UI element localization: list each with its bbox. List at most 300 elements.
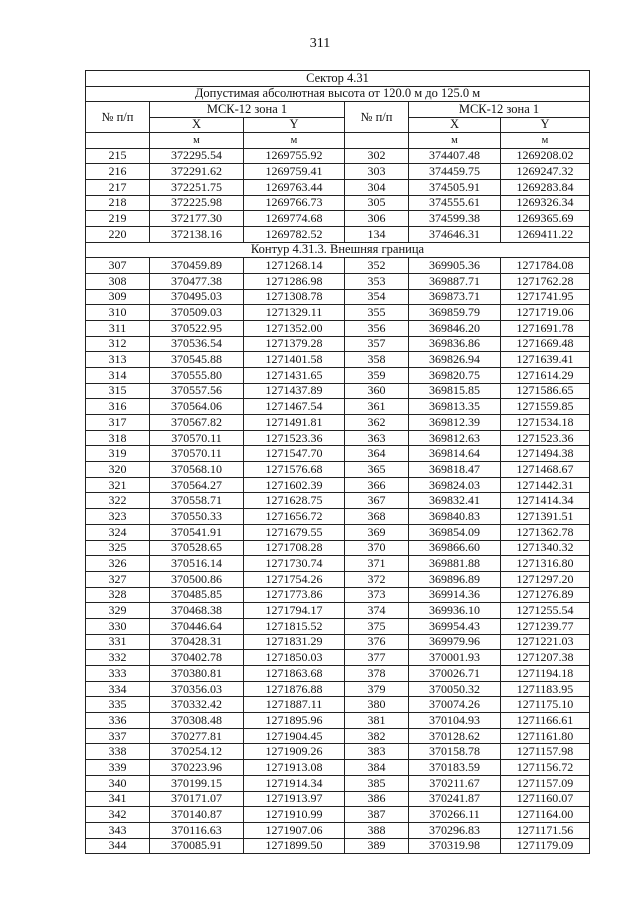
x-coordinate-right: 369905.36 (409, 258, 501, 274)
x-coordinate-left: 370428.31 (150, 634, 244, 650)
point-number-left: 334 (86, 681, 150, 697)
table-row (86, 807, 590, 823)
table-row (86, 822, 590, 838)
point-number-left: 216 (86, 164, 150, 180)
table-row (86, 556, 590, 572)
x-coordinate-right: 369896.89 (409, 571, 501, 587)
x-coordinate-left: 370485.85 (150, 587, 244, 603)
y-coordinate-left: 1271679.55 (244, 524, 345, 540)
table-row (86, 509, 590, 525)
point-number-left: 316 (86, 399, 150, 415)
x-header-right: X (409, 117, 501, 133)
x-coordinate-right: 374407.48 (409, 148, 501, 164)
x-coordinate-left: 370509.03 (150, 305, 244, 321)
table-row (86, 164, 590, 180)
point-number-left: 332 (86, 650, 150, 666)
x-coordinate-left: 370558.71 (150, 493, 244, 509)
y-coordinate-left: 1271329.11 (244, 305, 345, 321)
table-row (86, 352, 590, 368)
y-coordinate-right: 1271175.10 (501, 697, 590, 713)
x-coordinate-left: 372177.30 (150, 211, 244, 227)
table-row (86, 305, 590, 321)
y-coordinate-left: 1271863.68 (244, 666, 345, 682)
x-coordinate-left: 370536.54 (150, 336, 244, 352)
point-number-right: 354 (345, 289, 409, 305)
table-row (86, 697, 590, 713)
x-coordinate-right: 369866.60 (409, 540, 501, 556)
point-number-left: 308 (86, 273, 150, 289)
y-coordinate-right: 1271391.51 (501, 509, 590, 525)
x-coordinate-right: 370241.87 (409, 791, 501, 807)
point-number-right: 382 (345, 728, 409, 744)
point-number-right: 134 (345, 226, 409, 242)
header-row-units (86, 133, 590, 149)
y-coordinate-right: 1271194.18 (501, 666, 590, 682)
y-coordinate-right: 1271171.56 (501, 822, 590, 838)
y-coordinate-right: 1271179.09 (501, 838, 590, 854)
sector-title: Сектор 4.31 (86, 71, 590, 87)
x-coordinate-right: 374646.31 (409, 226, 501, 242)
point-number-left: 317 (86, 415, 150, 431)
x-coordinate-right: 369881.88 (409, 556, 501, 572)
point-number-left: 333 (86, 666, 150, 682)
y-coordinate-left: 1269759.41 (244, 164, 345, 180)
x-coordinate-right: 370074.26 (409, 697, 501, 713)
table-row (86, 728, 590, 744)
y-coordinate-right: 1271362.78 (501, 524, 590, 540)
table-row (86, 744, 590, 760)
point-number-right: 371 (345, 556, 409, 572)
x-coordinate-left: 370516.14 (150, 556, 244, 572)
table-row (86, 148, 590, 164)
table-row (86, 336, 590, 352)
y-coordinate-left: 1271656.72 (244, 509, 345, 525)
y-coordinate-right: 1271156.72 (501, 760, 590, 776)
coordinates-table (85, 70, 590, 854)
x-coordinate-right: 370158.78 (409, 744, 501, 760)
table-row (86, 603, 590, 619)
point-number-right: 388 (345, 822, 409, 838)
x-coordinate-left: 370277.81 (150, 728, 244, 744)
y-coordinate-right: 1271784.08 (501, 258, 590, 274)
table-row (86, 226, 590, 242)
table-row (86, 524, 590, 540)
header-row-axes (86, 117, 590, 133)
point-number-right: 360 (345, 383, 409, 399)
x-coordinate-left: 370254.12 (150, 744, 244, 760)
x-coordinate-right: 370296.83 (409, 822, 501, 838)
x-coordinate-right: 374505.91 (409, 179, 501, 195)
point-number-left: 318 (86, 430, 150, 446)
x-coordinate-right: 370211.67 (409, 775, 501, 791)
point-number-left: 220 (86, 226, 150, 242)
x-coordinate-right: 369832.41 (409, 493, 501, 509)
x-coordinate-right: 370001.93 (409, 650, 501, 666)
y-coordinate-right: 1271414.34 (501, 493, 590, 509)
point-number-left: 307 (86, 258, 150, 274)
y-coordinate-right: 1271762.28 (501, 273, 590, 289)
index-header-right: № п/п (345, 102, 409, 133)
y-coordinate-left: 1271907.06 (244, 822, 345, 838)
x-coordinate-left: 370500.86 (150, 571, 244, 587)
table-row (86, 681, 590, 697)
y-coordinate-right: 1271316.80 (501, 556, 590, 572)
y-coordinate-left: 1271913.97 (244, 791, 345, 807)
y-coordinate-right: 1271639.41 (501, 352, 590, 368)
table-row (86, 775, 590, 791)
y-coordinate-right: 1269365.69 (501, 211, 590, 227)
x-coordinate-left: 370459.89 (150, 258, 244, 274)
x-coordinate-right: 370026.71 (409, 666, 501, 682)
y-coordinate-right: 1269283.84 (501, 179, 590, 195)
point-number-right: 353 (345, 273, 409, 289)
table-row (86, 195, 590, 211)
y-coordinate-left: 1271914.34 (244, 775, 345, 791)
table-row (86, 446, 590, 462)
y-coordinate-left: 1271850.03 (244, 650, 345, 666)
y-coordinate-left: 1271286.98 (244, 273, 345, 289)
point-number-right: 368 (345, 509, 409, 525)
point-number-left: 319 (86, 446, 150, 462)
y-coordinate-left: 1271401.58 (244, 352, 345, 368)
point-number-right: 358 (345, 352, 409, 368)
x-coordinate-right: 370104.93 (409, 713, 501, 729)
table-row (86, 618, 590, 634)
index-header-left: № п/п (86, 102, 150, 133)
table-row (86, 587, 590, 603)
point-number-right: 356 (345, 320, 409, 336)
x-coordinate-right: 369818.47 (409, 462, 501, 478)
table-row (86, 540, 590, 556)
point-number-left: 338 (86, 744, 150, 760)
point-number-left: 219 (86, 211, 150, 227)
x-coordinate-left: 370085.91 (150, 838, 244, 854)
table-row (86, 477, 590, 493)
y-coordinate-left: 1271895.96 (244, 713, 345, 729)
x-header-left: X (150, 117, 244, 133)
y-coordinate-right: 1269411.22 (501, 226, 590, 242)
point-number-right: 365 (345, 462, 409, 478)
x-coordinate-left: 372295.54 (150, 148, 244, 164)
point-number-right: 304 (345, 179, 409, 195)
table-row (86, 320, 590, 336)
table-row (86, 713, 590, 729)
unit-y-left: м (244, 133, 345, 149)
x-coordinate-left: 370380.81 (150, 666, 244, 682)
point-number-left: 313 (86, 352, 150, 368)
y-coordinate-left: 1271437.89 (244, 383, 345, 399)
x-coordinate-left: 372291.62 (150, 164, 244, 180)
y-coordinate-right: 1271559.85 (501, 399, 590, 415)
y-coordinate-right: 1271183.95 (501, 681, 590, 697)
x-coordinate-right: 369814.64 (409, 446, 501, 462)
y-coordinate-left: 1271628.75 (244, 493, 345, 509)
y-coordinate-left: 1271523.36 (244, 430, 345, 446)
y-coordinate-left: 1271547.70 (244, 446, 345, 462)
y-coordinate-right: 1271297.20 (501, 571, 590, 587)
point-number-right: 378 (345, 666, 409, 682)
x-coordinate-right: 369813.35 (409, 399, 501, 415)
y-coordinate-left: 1271491.81 (244, 415, 345, 431)
point-number-left: 322 (86, 493, 150, 509)
unit-blank-left (86, 133, 150, 149)
header-row-system (86, 102, 590, 118)
point-number-left: 325 (86, 540, 150, 556)
table-row (86, 493, 590, 509)
x-coordinate-right: 369979.96 (409, 634, 501, 650)
point-number-left: 217 (86, 179, 150, 195)
y-coordinate-right: 1271669.48 (501, 336, 590, 352)
y-coordinate-right: 1271741.95 (501, 289, 590, 305)
y-coordinate-left: 1269774.68 (244, 211, 345, 227)
x-coordinate-left: 370570.11 (150, 446, 244, 462)
point-number-right: 305 (345, 195, 409, 211)
x-coordinate-right: 374599.38 (409, 211, 501, 227)
height-range: Допустимая абсолютная высота от 120.0 м до 125.0 м (86, 86, 590, 102)
point-number-right: 352 (345, 258, 409, 274)
y-coordinate-left: 1271831.29 (244, 634, 345, 650)
point-number-right: 357 (345, 336, 409, 352)
y-coordinate-left: 1271576.68 (244, 462, 345, 478)
x-coordinate-right: 369859.79 (409, 305, 501, 321)
point-number-left: 335 (86, 697, 150, 713)
x-coordinate-left: 370564.27 (150, 477, 244, 493)
point-number-left: 215 (86, 148, 150, 164)
y-coordinate-left: 1271379.28 (244, 336, 345, 352)
x-coordinate-left: 370468.38 (150, 603, 244, 619)
x-coordinate-left: 370550.33 (150, 509, 244, 525)
point-number-left: 326 (86, 556, 150, 572)
y-coordinate-left: 1271910.99 (244, 807, 345, 823)
x-coordinate-right: 369836.86 (409, 336, 501, 352)
point-number-left: 339 (86, 760, 150, 776)
x-coordinate-right: 370050.32 (409, 681, 501, 697)
x-coordinate-left: 370356.03 (150, 681, 244, 697)
point-number-left: 327 (86, 571, 150, 587)
x-coordinate-left: 372251.75 (150, 179, 244, 195)
table-row (86, 791, 590, 807)
x-coordinate-right: 369954.43 (409, 618, 501, 634)
x-coordinate-right: 369812.39 (409, 415, 501, 431)
y-header-left: Y (244, 117, 345, 133)
y-coordinate-left: 1269763.44 (244, 179, 345, 195)
y-coordinate-left: 1271899.50 (244, 838, 345, 854)
point-number-left: 315 (86, 383, 150, 399)
table-row (86, 273, 590, 289)
y-coordinate-left: 1271815.52 (244, 618, 345, 634)
y-coordinate-right: 1271691.78 (501, 320, 590, 336)
y-coordinate-left: 1271602.39 (244, 477, 345, 493)
x-coordinate-left: 370308.48 (150, 713, 244, 729)
y-coordinate-right: 1271157.09 (501, 775, 590, 791)
x-coordinate-right: 370266.11 (409, 807, 501, 823)
x-coordinate-left: 370402.78 (150, 650, 244, 666)
y-coordinate-left: 1271708.28 (244, 540, 345, 556)
x-coordinate-right: 369873.71 (409, 289, 501, 305)
x-coordinate-left: 370564.06 (150, 399, 244, 415)
y-coordinate-right: 1271164.00 (501, 807, 590, 823)
x-coordinate-right: 369854.09 (409, 524, 501, 540)
y-coordinate-right: 1271160.07 (501, 791, 590, 807)
point-number-right: 377 (345, 650, 409, 666)
point-number-right: 367 (345, 493, 409, 509)
table-row (86, 383, 590, 399)
x-coordinate-left: 370528.65 (150, 540, 244, 556)
x-coordinate-right: 369887.71 (409, 273, 501, 289)
y-coordinate-left: 1271431.65 (244, 367, 345, 383)
point-number-left: 324 (86, 524, 150, 540)
y-coordinate-left: 1271754.26 (244, 571, 345, 587)
point-number-right: 361 (345, 399, 409, 415)
x-coordinate-left: 370477.38 (150, 273, 244, 289)
table-row (86, 415, 590, 431)
x-coordinate-left: 370570.11 (150, 430, 244, 446)
table-row (86, 258, 590, 274)
y-coordinate-left: 1271467.54 (244, 399, 345, 415)
x-coordinate-right: 369826.94 (409, 352, 501, 368)
point-number-left: 323 (86, 509, 150, 525)
point-number-left: 329 (86, 603, 150, 619)
point-number-left: 312 (86, 336, 150, 352)
contour-title-row (86, 242, 590, 258)
height-range-row (86, 86, 590, 102)
x-coordinate-left: 370199.15 (150, 775, 244, 791)
point-number-right: 372 (345, 571, 409, 587)
y-coordinate-left: 1269766.73 (244, 195, 345, 211)
y-coordinate-right: 1271442.31 (501, 477, 590, 493)
table-row (86, 838, 590, 854)
x-coordinate-right: 370183.59 (409, 760, 501, 776)
y-coordinate-right: 1271239.77 (501, 618, 590, 634)
y-coordinate-left: 1271352.00 (244, 320, 345, 336)
x-coordinate-right: 369820.75 (409, 367, 501, 383)
y-coordinate-right: 1271166.61 (501, 713, 590, 729)
table-row (86, 462, 590, 478)
y-coordinate-right: 1269247.32 (501, 164, 590, 180)
point-number-right: 363 (345, 430, 409, 446)
x-coordinate-left: 370522.95 (150, 320, 244, 336)
x-coordinate-right: 369936.10 (409, 603, 501, 619)
point-number-right: 379 (345, 681, 409, 697)
point-number-left: 336 (86, 713, 150, 729)
unit-x-right: м (409, 133, 501, 149)
x-coordinate-left: 370140.87 (150, 807, 244, 823)
x-coordinate-right: 369846.20 (409, 320, 501, 336)
table-row (86, 571, 590, 587)
table-row (86, 179, 590, 195)
point-number-right: 386 (345, 791, 409, 807)
x-coordinate-right: 374555.61 (409, 195, 501, 211)
y-coordinate-right: 1271523.36 (501, 430, 590, 446)
point-number-right: 369 (345, 524, 409, 540)
y-coordinate-right: 1271534.18 (501, 415, 590, 431)
y-coordinate-left: 1271308.78 (244, 289, 345, 305)
y-coordinate-left: 1271794.17 (244, 603, 345, 619)
unit-x-left: м (150, 133, 244, 149)
table-row (86, 760, 590, 776)
point-number-right: 375 (345, 618, 409, 634)
point-number-left: 218 (86, 195, 150, 211)
y-coordinate-right: 1271161.80 (501, 728, 590, 744)
point-number-right: 302 (345, 148, 409, 164)
point-number-right: 376 (345, 634, 409, 650)
y-coordinate-right: 1269208.02 (501, 148, 590, 164)
x-coordinate-left: 370545.88 (150, 352, 244, 368)
y-coordinate-left: 1271730.74 (244, 556, 345, 572)
y-coordinate-right: 1271157.98 (501, 744, 590, 760)
x-coordinate-left: 370555.80 (150, 367, 244, 383)
x-coordinate-right: 369815.85 (409, 383, 501, 399)
y-coordinate-right: 1271614.29 (501, 367, 590, 383)
x-coordinate-right: 374459.75 (409, 164, 501, 180)
point-number-left: 328 (86, 587, 150, 603)
x-coordinate-left: 370495.03 (150, 289, 244, 305)
x-coordinate-left: 370541.91 (150, 524, 244, 540)
point-number-left: 341 (86, 791, 150, 807)
x-coordinate-left: 370223.96 (150, 760, 244, 776)
y-coordinate-left: 1271887.11 (244, 697, 345, 713)
y-coordinate-left: 1269782.52 (244, 226, 345, 242)
y-coordinate-left: 1269755.92 (244, 148, 345, 164)
table-row (86, 289, 590, 305)
table-row (86, 666, 590, 682)
point-number-right: 362 (345, 415, 409, 431)
sector-title-row (86, 71, 590, 87)
system-header-left: МСК-12 зона 1 (150, 102, 345, 118)
table-row (86, 211, 590, 227)
point-number-left: 330 (86, 618, 150, 634)
x-coordinate-right: 370128.62 (409, 728, 501, 744)
y-header-right: Y (501, 117, 590, 133)
point-number-right: 364 (345, 446, 409, 462)
point-number-left: 314 (86, 367, 150, 383)
point-number-right: 383 (345, 744, 409, 760)
point-number-right: 387 (345, 807, 409, 823)
point-number-left: 343 (86, 822, 150, 838)
point-number-left: 321 (86, 477, 150, 493)
table-row (86, 430, 590, 446)
point-number-left: 344 (86, 838, 150, 854)
y-coordinate-right: 1271207.38 (501, 650, 590, 666)
point-number-right: 380 (345, 697, 409, 713)
y-coordinate-left: 1271913.08 (244, 760, 345, 776)
point-number-right: 370 (345, 540, 409, 556)
point-number-left: 309 (86, 289, 150, 305)
x-coordinate-left: 370332.42 (150, 697, 244, 713)
y-coordinate-left: 1271268.14 (244, 258, 345, 274)
y-coordinate-right: 1271221.03 (501, 634, 590, 650)
point-number-left: 340 (86, 775, 150, 791)
y-coordinate-right: 1271586.65 (501, 383, 590, 399)
x-coordinate-left: 372138.16 (150, 226, 244, 242)
contour-title: Контур 4.31.3. Внешняя граница (86, 242, 590, 258)
x-coordinate-right: 369812.63 (409, 430, 501, 446)
table-row (86, 399, 590, 415)
y-coordinate-right: 1271468.67 (501, 462, 590, 478)
x-coordinate-left: 370446.64 (150, 618, 244, 634)
table-row (86, 367, 590, 383)
x-coordinate-left: 372225.98 (150, 195, 244, 211)
y-coordinate-right: 1271255.54 (501, 603, 590, 619)
y-coordinate-right: 1271494.38 (501, 446, 590, 462)
y-coordinate-right: 1271719.06 (501, 305, 590, 321)
point-number-right: 385 (345, 775, 409, 791)
point-number-right: 374 (345, 603, 409, 619)
y-coordinate-left: 1271904.45 (244, 728, 345, 744)
x-coordinate-left: 370116.63 (150, 822, 244, 838)
table-row (86, 650, 590, 666)
point-number-left: 311 (86, 320, 150, 336)
